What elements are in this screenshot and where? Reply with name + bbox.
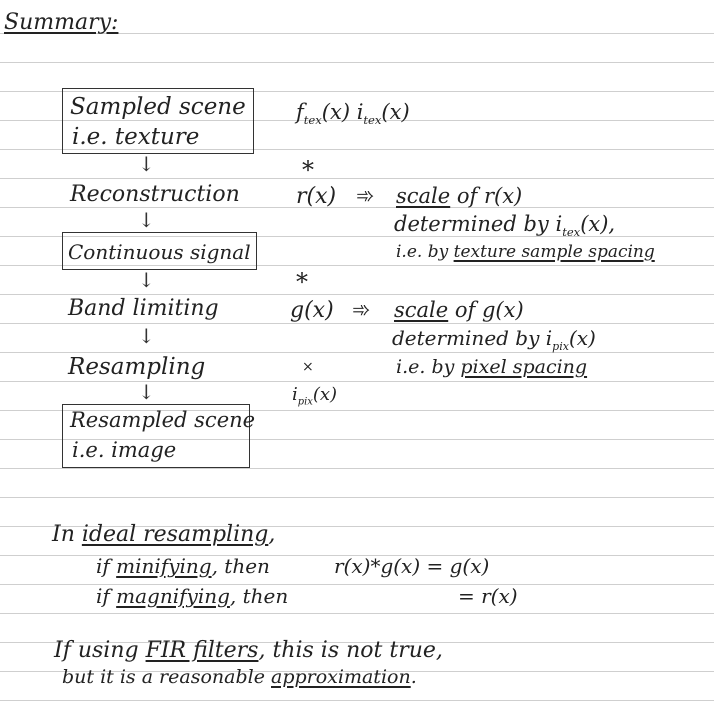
multiply-symbol: × [302,359,314,375]
r-note-line1: scale of r(x) [396,184,523,208]
down-arrow-icon: ↓ [138,380,155,404]
ideal-line3-equation: = r(x) [458,584,518,608]
down-arrow-icon: ↓ [138,208,155,232]
ideal-line1: In ideal resampling, [52,522,276,547]
convolution-star: * [302,156,314,184]
g-x-term: g(x) [290,298,334,323]
ideal-line2-equation: r(x)*g(x) = g(x) [334,554,490,578]
page-title: Summary: [4,10,119,35]
sampled-scene-label: Sampled scene [70,94,246,120]
r-note-line2: determined by $i_{tex}(x)$, [394,212,616,240]
r-x-term: r(x) [296,184,337,209]
ideal-line2: if minifying, then [96,554,270,578]
g-note-line3: i.e. by pixel spacing [396,356,588,378]
double-arrow-icon: ➾ [352,298,371,323]
r-note-line3: i.e. by texture sample spacing [396,242,655,262]
resampling-label: Resampling [68,354,206,380]
continuous-signal-label: Continuous signal [68,240,251,264]
ideal-line3: if magnifying, then [96,584,289,608]
texture-label: i.e. texture [72,124,200,150]
band-limiting-label: Band limiting [68,296,219,321]
down-arrow-icon: ↓ [138,324,155,348]
g-note-line2: determined by $i_{pix}(x)$ [392,326,596,353]
down-arrow-icon: ↓ [138,268,155,292]
convolution-star: * [296,268,308,296]
g-note-line1: scale of g(x) [394,298,524,322]
f-tex-term: $f_{tex}(x)$ $i_{tex}(x)$ [296,100,410,128]
fir-line2: but it is a reasonable approximation. [62,666,417,688]
i-pix-term: $i_{pix}(x)$ [292,384,338,408]
fir-line1: If using FIR filters, this is not true, [54,638,443,663]
down-arrow-icon: ↓ [138,152,155,176]
image-label: i.e. image [72,438,177,462]
reconstruction-label: Reconstruction [70,182,240,207]
double-arrow-icon: ➾ [356,184,375,209]
resampled-scene-label: Resampled scene [70,408,256,432]
